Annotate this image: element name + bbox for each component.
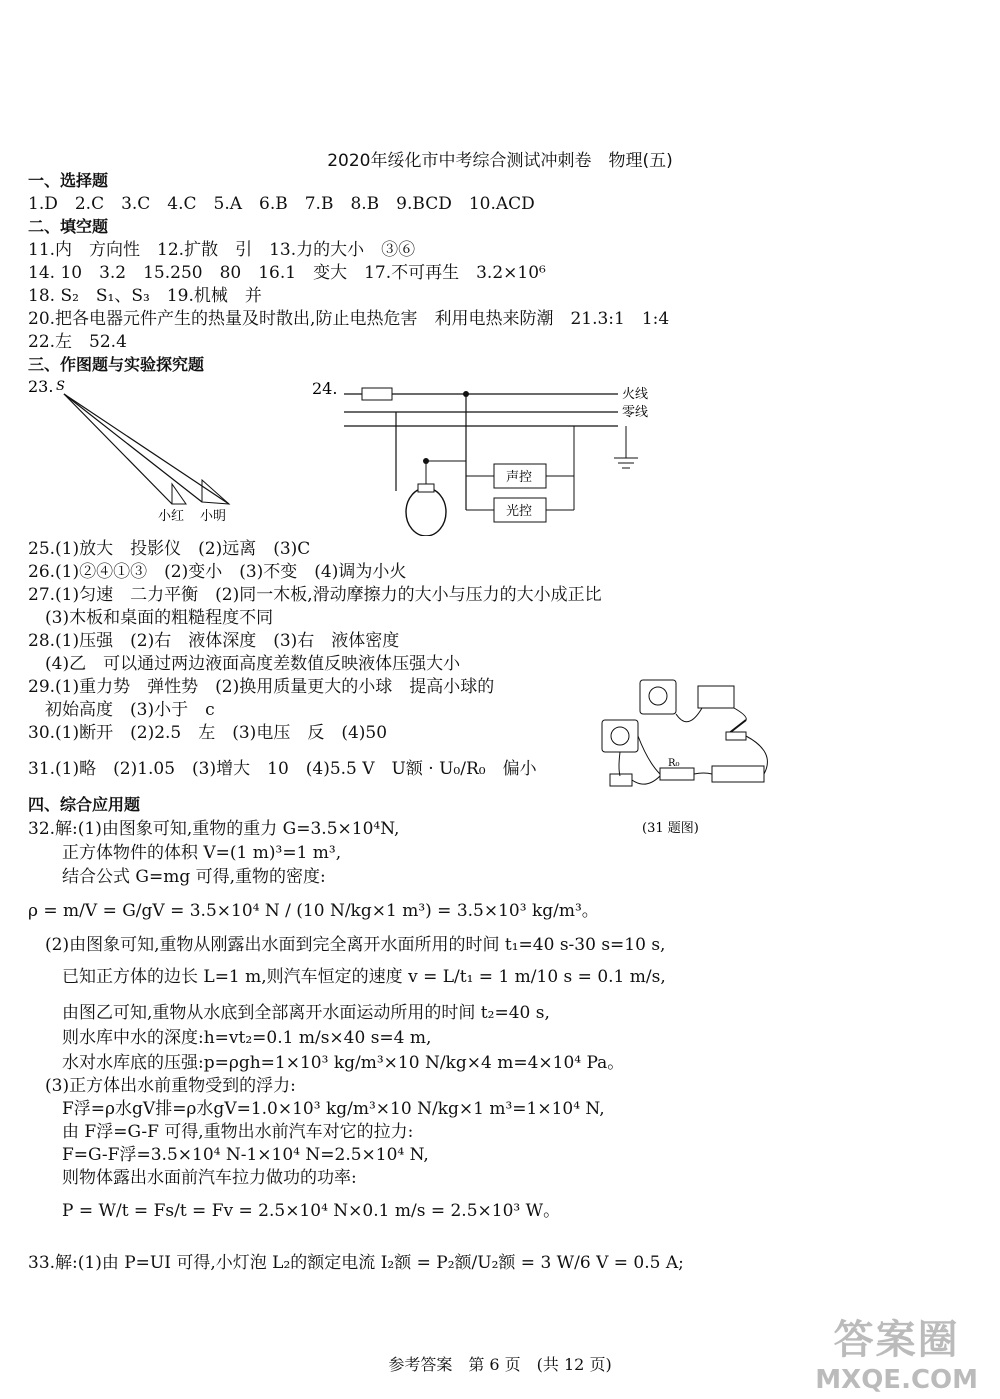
section-heading: 四、综合应用题 (28, 795, 141, 814)
answer-line: 11.内 方向性 12.扩散 引 13.力的大小 ③⑥ (28, 240, 416, 260)
neutral-wire-label: 零线 (622, 405, 649, 420)
resistor-r0 (660, 768, 694, 780)
light-ray (64, 394, 229, 504)
light-ray (64, 394, 202, 502)
figure-24 (308, 376, 668, 536)
answer-line: (4)乙 可以通过两边液面高度差数值反映液体压强大小 (28, 654, 461, 674)
answer-line: ρ = m/V = G/gV = 3.5×10⁴ N / (10 N/kg×1 m³) = 3.5×10³ kg/m³。 (28, 901, 599, 921)
answer-line: (2)由图象可知,重物从刚露出水面到完全离开水面所用的时间 t₁=40 s-30 s=10 s, (28, 935, 666, 955)
fuse (362, 388, 392, 400)
fig24-number: 24. (312, 379, 338, 398)
answer-line: 31.(1)略 (2)1.05 (3)增大 10 (4)5.5 V U额 · U₀/R₀ 偏小 (28, 759, 537, 779)
answer-line: 水对水库底的压强:p=ρgh=1×10³ kg/m³×10 N/kg×4 m=4×10⁴ Pa。 (28, 1053, 625, 1073)
answer-line: (3)正方体出水前重物受到的浮力: (28, 1076, 296, 1096)
answer-line: 正方体物件的体积 V=(1 m)³=1 m³, (28, 843, 342, 863)
answer-line: 则物体露出水面前汽车拉力做功的功率: (28, 1168, 357, 1188)
answer-line: 14. 10 3.2 15.250 80 16.1 变大 17.不可再生 3.2×10⁶ (28, 263, 546, 283)
fig23-source-label: S (56, 379, 65, 394)
answer-line: 初始高度 (3)小于 c (28, 700, 215, 720)
rheostat (712, 766, 764, 782)
section-heading: 一、选择题 (28, 171, 109, 190)
power-supply (698, 686, 734, 708)
lamp-holder (610, 774, 632, 786)
answer-line: 27.(1)匀速 二力平衡 (2)同一木板,滑动摩擦力的大小与压力的大小成正比 (28, 585, 602, 605)
watermark-title: 答案圈 (833, 1317, 960, 1363)
section-heading: 三、作图题与实验探究题 (28, 355, 205, 374)
ammeter (640, 680, 676, 714)
answer-line: 30.(1)断开 (2)2.5 左 (3)电压 反 (4)50 (28, 723, 388, 743)
answer-line: 则水库中水的深度:h=vt₂=0.1 m/s×40 s=4 m, (28, 1028, 432, 1048)
answer-line: 已知正方体的边长 L=1 m,则汽车恒定的速度 v = L/t₁ = 1 m/10 s = 0.1 m/s, (28, 967, 666, 987)
answer-line: (3)木板和桌面的粗糙程度不同 (28, 608, 274, 628)
answer-line: F=G-F浮=3.5×10⁴ N-1×10⁴ N=2.5×10⁴ N, (28, 1145, 429, 1165)
answer-line: 32.解:(1)由图象可知,重物的重力 G=3.5×10⁴N, (28, 819, 400, 839)
lamp-bulb (406, 488, 446, 536)
light-switch-label: 光控 (506, 504, 533, 519)
page-footer: 参考答案 第 6 页 (共 12 页) (388, 1355, 612, 1374)
page-title: 2020年绥化市中考综合测试冲刺卷 物理(五) (327, 151, 673, 171)
voltmeter (602, 720, 638, 752)
live-wire-label: 火线 (622, 387, 649, 402)
figure-23 (24, 376, 244, 526)
answer-line: 1.D 2.C 3.C 4.C 5.A 6.B 7.B 8.B 9.BCD 10.ACD (28, 194, 535, 214)
answer-line: 由 F浮=G-F 可得,重物出水前汽车对它的拉力: (28, 1122, 414, 1142)
answer-line: 29.(1)重力势 弹性势 (2)换用质量更大的小球 提高小球的 (28, 677, 495, 697)
answer-line: 结合公式 G=mg 可得,重物的密度: (28, 867, 326, 887)
person-ming-marker (202, 480, 229, 504)
answer-line: 25.(1)放大 投影仪 (2)远离 (3)C (28, 539, 311, 559)
fig23-number: 23. (28, 377, 54, 396)
answer-line: 20.把各电器元件产生的热量及时散出,防止电热危害 利用电热来防潮 21.3:1 1:4 (28, 309, 670, 329)
answer-line: 33.解:(1)由 P=UI 可得,小灯泡 L₂的额定电流 I₂额 = P₂额/U₂额 = 3 W/6 V = 0.5 A; (28, 1253, 684, 1273)
answer-line: F浮=ρ水gV排=ρ水gV=1.0×10³ kg/m³×10 N/kg×1 m³=1×10⁴ N, (28, 1099, 605, 1119)
sound-switch-label: 声控 (506, 470, 533, 485)
answer-line: 26.(1)②④①③ (2)变小 (3)不变 (4)调为小火 (28, 562, 407, 582)
answer-line: 18. S₂ S₁、S₃ 19.机械 并 (28, 286, 262, 306)
person-red-marker (172, 484, 186, 504)
answer-line: 22.左 52.4 (28, 332, 127, 352)
light-ray (64, 394, 172, 504)
fig23-label-xiaohong: 小红 (158, 509, 185, 524)
answer-line: P = W/t = Fs/t = Fv = 2.5×10⁴ N×0.1 m/s = 2.5×10³ W。 (28, 1201, 561, 1221)
fig23-label-xiaoming: 小明 (200, 509, 227, 524)
fig31-caption: (31 题图) (642, 821, 699, 836)
watermark-url: MXQE.COM (815, 1365, 978, 1395)
section-heading: 二、填空题 (28, 217, 109, 236)
resistor-r0-label: R₀ (668, 758, 680, 769)
figure-31 (598, 672, 784, 840)
answer-line: 由图乙可知,重物从水底到全部离开水面运动所用的时间 t₂=40 s, (28, 1003, 550, 1023)
answer-line: 28.(1)压强 (2)右 液体深度 (3)右 液体密度 (28, 631, 400, 651)
watermark-logo (815, 1308, 978, 1395)
